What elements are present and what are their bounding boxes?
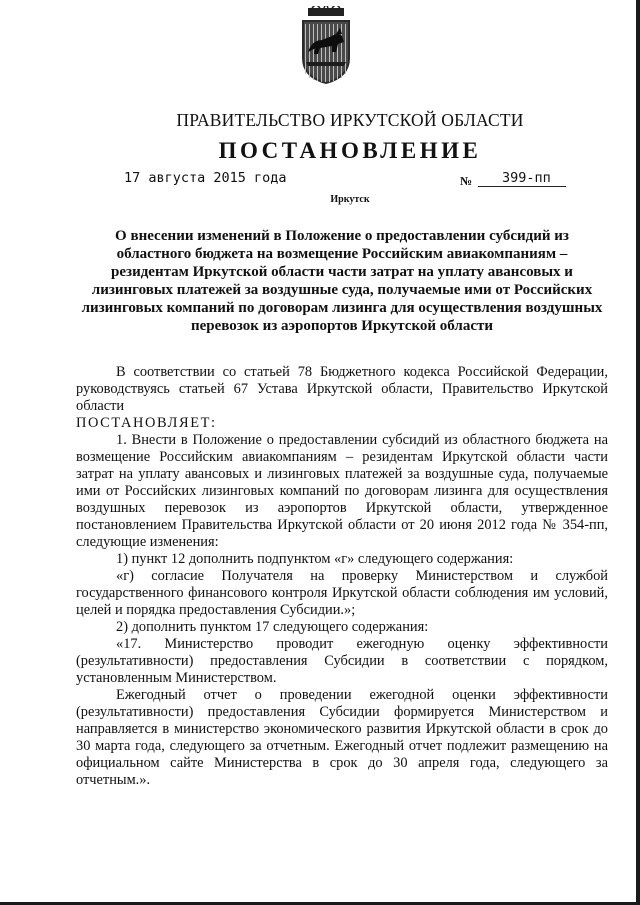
irkutsk-coat-of-arms-icon [298,6,354,86]
number-sign: № [460,174,473,188]
document-date: 17 августа 2015 года [124,170,287,186]
document-number: 399-пп [502,170,551,186]
document-body [76,364,608,789]
subitem-2-paragraph: 2) дополнить пунктом 17 следующего содержания: [116,619,429,635]
scan-edge-right [636,0,640,905]
subitem-2-text2-paragraph: Ежегодный отчет о проведении ежегодной оценки эффективности (результативности) предоставления Субсидии формируется Министерством и направляется в министерство экономического развития Иркутской области в срок до 30 марта года, следующего за отчетным. Ежегодный отчет подлежит размещению на официальном сайте Министерства в срок до 30 апреля года, следующего за отчетным.». [76,687,608,788]
subitem-1-paragraph: 1) пункт 12 дополнить подпунктом «г» следующего содержания: [116,551,514,567]
preamble-paragraph: В соответствии со статьей 78 Бюджетного кодекса Российской Федерации, руководствуясь статьей 67 Устава Иркутской области, Правительство Иркутской области [76,364,608,414]
document-number-field [478,170,566,187]
document-heading: О внесении изменений в Положение о предоставлении субсидий из областного бюджета на возмещение Российским авиакомпаниям – резидентам Иркутской области части затрат на уплату авансовых и лизинговых платежей за воздушные суда, получаемые ими от Российских лизинговых компаний по договорам лизинга для осуществления воздушных перевозок из аэропортов Иркутской области [81,228,603,334]
government-name: ПРАВИТЕЛЬСТВО ИРКУТСКОЙ ОБЛАСТИ [176,110,524,130]
subitem-1-text-paragraph: «г) согласие Получателя на проверку Министерством и службой государственного финансового контроля Иркутской области соблюдения им условий, целей и порядка предоставления Субсидии.»; [76,568,608,618]
document-type: ПОСТАНОВЛЕНИЕ [218,138,482,163]
city-name: Иркутск [330,194,370,205]
item-1-paragraph: 1. Внести в Положение о предоставлении субсидий из областного бюджета на возмещение Российским авиакомпаниям – резидентам Иркутской области части затрат на уплату авансовых и лизинговых платежей за воздушные суда, получаемые ими от Российских лизинговых компаний по договорам лизинга для осуществления воздушных перевозок из аэропортов Иркутской области, утвержденное постановлением Правительства Иркутской области от 20 июня 2012 года № 354-пп, следующие изменения: [76,432,608,550]
resolves-paragraph: ПОСТАНОВЛЯЕТ: [76,415,217,431]
subitem-2-text-paragraph: «17. Министерство проводит ежегодную оценку эффективности (результативности) предоставления Субсидии в соответствии с порядком, установленным Министерством. [76,636,608,686]
